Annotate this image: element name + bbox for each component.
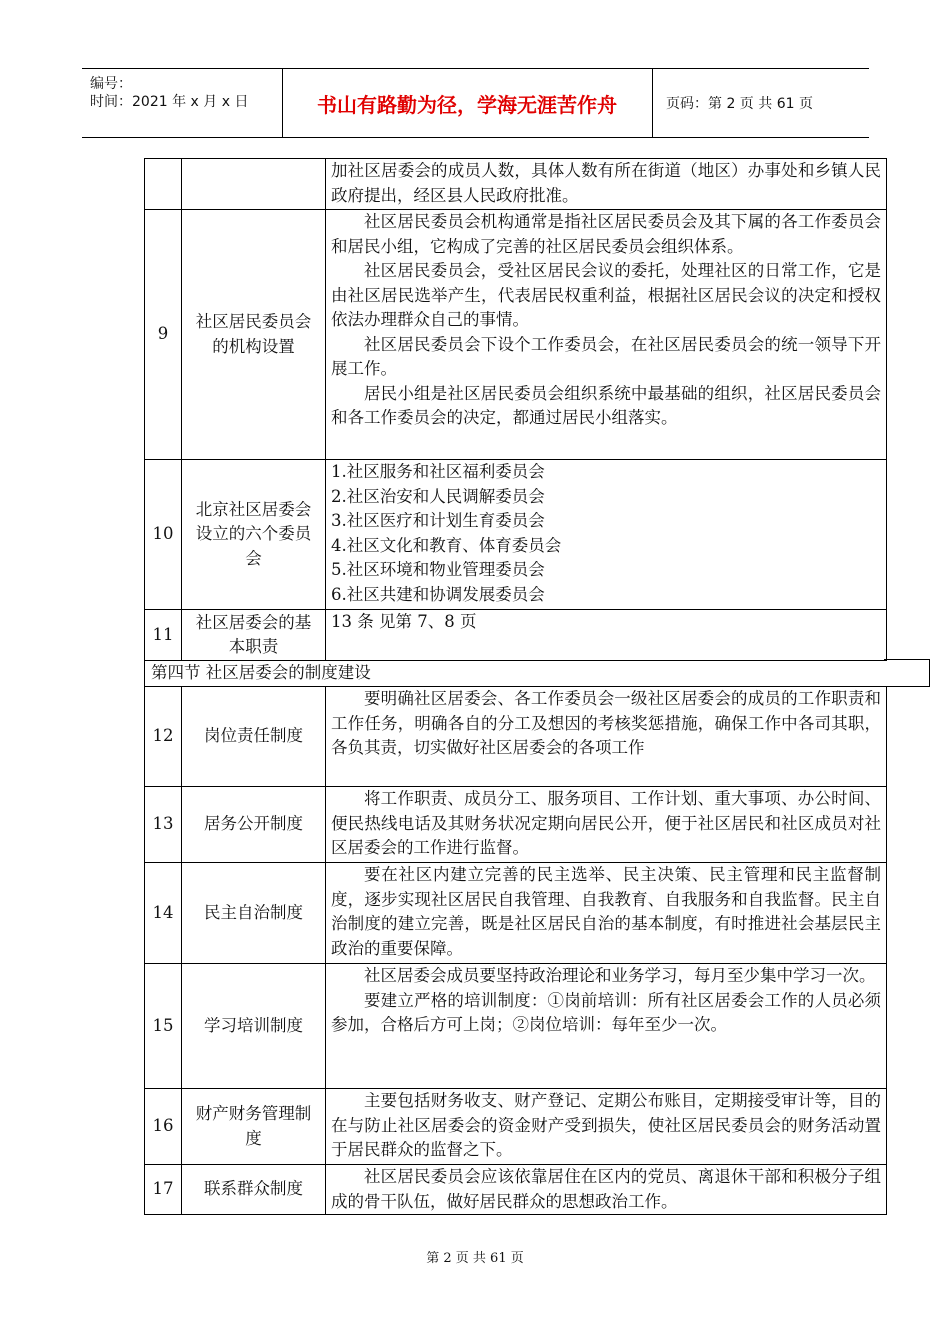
header-motto: 书山有路勤为径，学海无涯苦作舟 — [282, 69, 653, 137]
row-content — [326, 964, 887, 1089]
row-content — [326, 610, 887, 661]
row-number: 12 — [145, 687, 182, 787]
content-paragraph: 居民小组是社区居民委员会组织系统中最基础的组织，社区居民委员会和各工作委员会的决定，都通过居民小组落实。 — [331, 383, 881, 427]
row-content — [326, 460, 887, 610]
content-table — [144, 158, 887, 1215]
row-title: 联系群众制度 — [182, 1165, 326, 1215]
table-row — [145, 964, 887, 1089]
row-title: 社区居民委员会的机构设置 — [182, 210, 326, 460]
content-paragraph: 加社区居委会的成员人数，具体人数有所在街道（地区）办事处和乡镇人民政府提出，经区县人民政府批准。 — [331, 161, 881, 205]
table-row — [145, 159, 887, 210]
list-item: 1.社区服务和社区福利委员会 — [331, 462, 545, 481]
row-content — [326, 1165, 887, 1215]
table-row — [145, 863, 887, 964]
content-paragraph: 13 条 见第 7、8 页 — [331, 612, 477, 631]
content-paragraph: 要明确社区居委会、各工作委员会一级社区居委会的成员的工作职责和工作任务，明确各自的分工及想因的考核奖惩措施，确保工作中各司其职，各负其责，切实做好社区居委会的各项工作 — [331, 689, 881, 757]
row-number: 17 — [145, 1165, 182, 1215]
row-title: 居务公开制度 — [182, 787, 326, 863]
row-number: 10 — [145, 460, 182, 610]
row-title: 学习培训制度 — [182, 964, 326, 1089]
table-row — [145, 687, 887, 787]
page-footer: 第 2 页 共 61 页 — [426, 1251, 524, 1266]
list-item: 5.社区环境和物业管理委员会 — [331, 560, 545, 579]
row-number: 16 — [145, 1089, 182, 1165]
list-item: 6.社区共建和协调发展委员会 — [331, 584, 545, 604]
header-page-label: 页码：第 2 页 共 61 页 — [666, 96, 813, 112]
row-number: 14 — [145, 863, 182, 964]
section-border-overhang — [884, 659, 930, 687]
row-title: 社区居委会的基本职责 — [182, 610, 326, 661]
content-paragraph: 要建立严格的培训制度：①岗前培训：所有社区居委会工作的人员必须参加，合格后方可上岗；②岗位培训：每年至少一次。 — [331, 990, 881, 1034]
row-title: 财产财务管理制度 — [182, 1089, 326, 1165]
row-number: 11 — [145, 610, 182, 661]
table-row — [145, 610, 887, 661]
row-content — [326, 787, 887, 863]
row-content — [326, 863, 887, 964]
section-row — [145, 661, 887, 687]
list-item: 3.社区医疗和计划生育委员会 — [331, 511, 545, 530]
row-content — [326, 159, 887, 210]
section-heading: 第四节 社区居委会的制度建设 — [145, 661, 887, 687]
content-paragraph: 社区居民委员会应该依靠居住在区内的党员、离退休干部和积极分子组成的骨干队伍，做好居民群众的思想政治工作。 — [331, 1167, 881, 1211]
content-paragraph: 社区居民委员会下设个工作委员会，在社区居民委员会的统一领导下开展工作。 — [331, 334, 881, 378]
table-row — [145, 1165, 887, 1215]
content-paragraph: 要在社区内建立完善的民主选举、民主决策、民主管理和民主监督制度，逐步实现社区居民自我管理、自我教育、自我服务和自我监督。民主自治制度的建立完善，既是社区居民自治的基本制度，有时推进社会基层民主政治的重要保障。 — [331, 865, 881, 958]
row-title: 北京社区居委会设立的六个委员会 — [182, 460, 326, 610]
list-item: 4.社区文化和教育、体育委员会 — [331, 535, 562, 555]
row-content — [326, 1089, 887, 1165]
row-content — [326, 687, 887, 787]
table-row — [145, 787, 887, 863]
table-row — [145, 210, 887, 460]
list-item: 2.社区治安和人民调解委员会 — [331, 486, 545, 506]
row-number: 15 — [145, 964, 182, 1089]
row-number — [145, 159, 182, 210]
row-content — [326, 210, 887, 460]
table-row — [145, 460, 887, 610]
content-paragraph: 社区居民委员会，受社区居民会议的委托，处理社区的日常工作，它是由社区居民选举产生，代表居民权重利益，根据社区居民会议的决定和授权依法办理群众自己的事情。 — [331, 261, 881, 329]
row-number: 13 — [145, 787, 182, 863]
table-row — [145, 1089, 887, 1165]
content-paragraph: 主要包括财务收支、财产登记、定期公布账目，定期接受审计等，目的在与防止社区居委会的资金财产受到损失，使社区居民委员会的财务活动置于居民群众的监督之下。 — [331, 1091, 881, 1159]
page-header — [82, 68, 869, 138]
date-label: 时间：2021 年 x 月 x 日 — [90, 94, 249, 110]
row-number: 9 — [145, 210, 182, 460]
header-meta — [82, 69, 283, 137]
content-paragraph: 社区居委会成员要坚持政治理论和业务学习，每月至少集中学习一次。 — [364, 966, 876, 985]
row-title: 岗位责任制度 — [182, 687, 326, 787]
number-label: 编号： — [90, 76, 132, 92]
row-title — [182, 159, 326, 210]
row-title: 民主自治制度 — [182, 863, 326, 964]
content-paragraph: 社区居民委员会机构通常是指社区居民委员会及其下属的各工作委员会和居民小组，它构成了完善的社区居民委员会组织体系。 — [331, 212, 881, 256]
content-paragraph: 将工作职责、成员分工、服务项目、工作计划、重大事项、办公时间、便民热线电话及其财务状况定期向居民公开，便于社区居民和社区成员对社区居委会的工作进行监督。 — [331, 789, 881, 857]
